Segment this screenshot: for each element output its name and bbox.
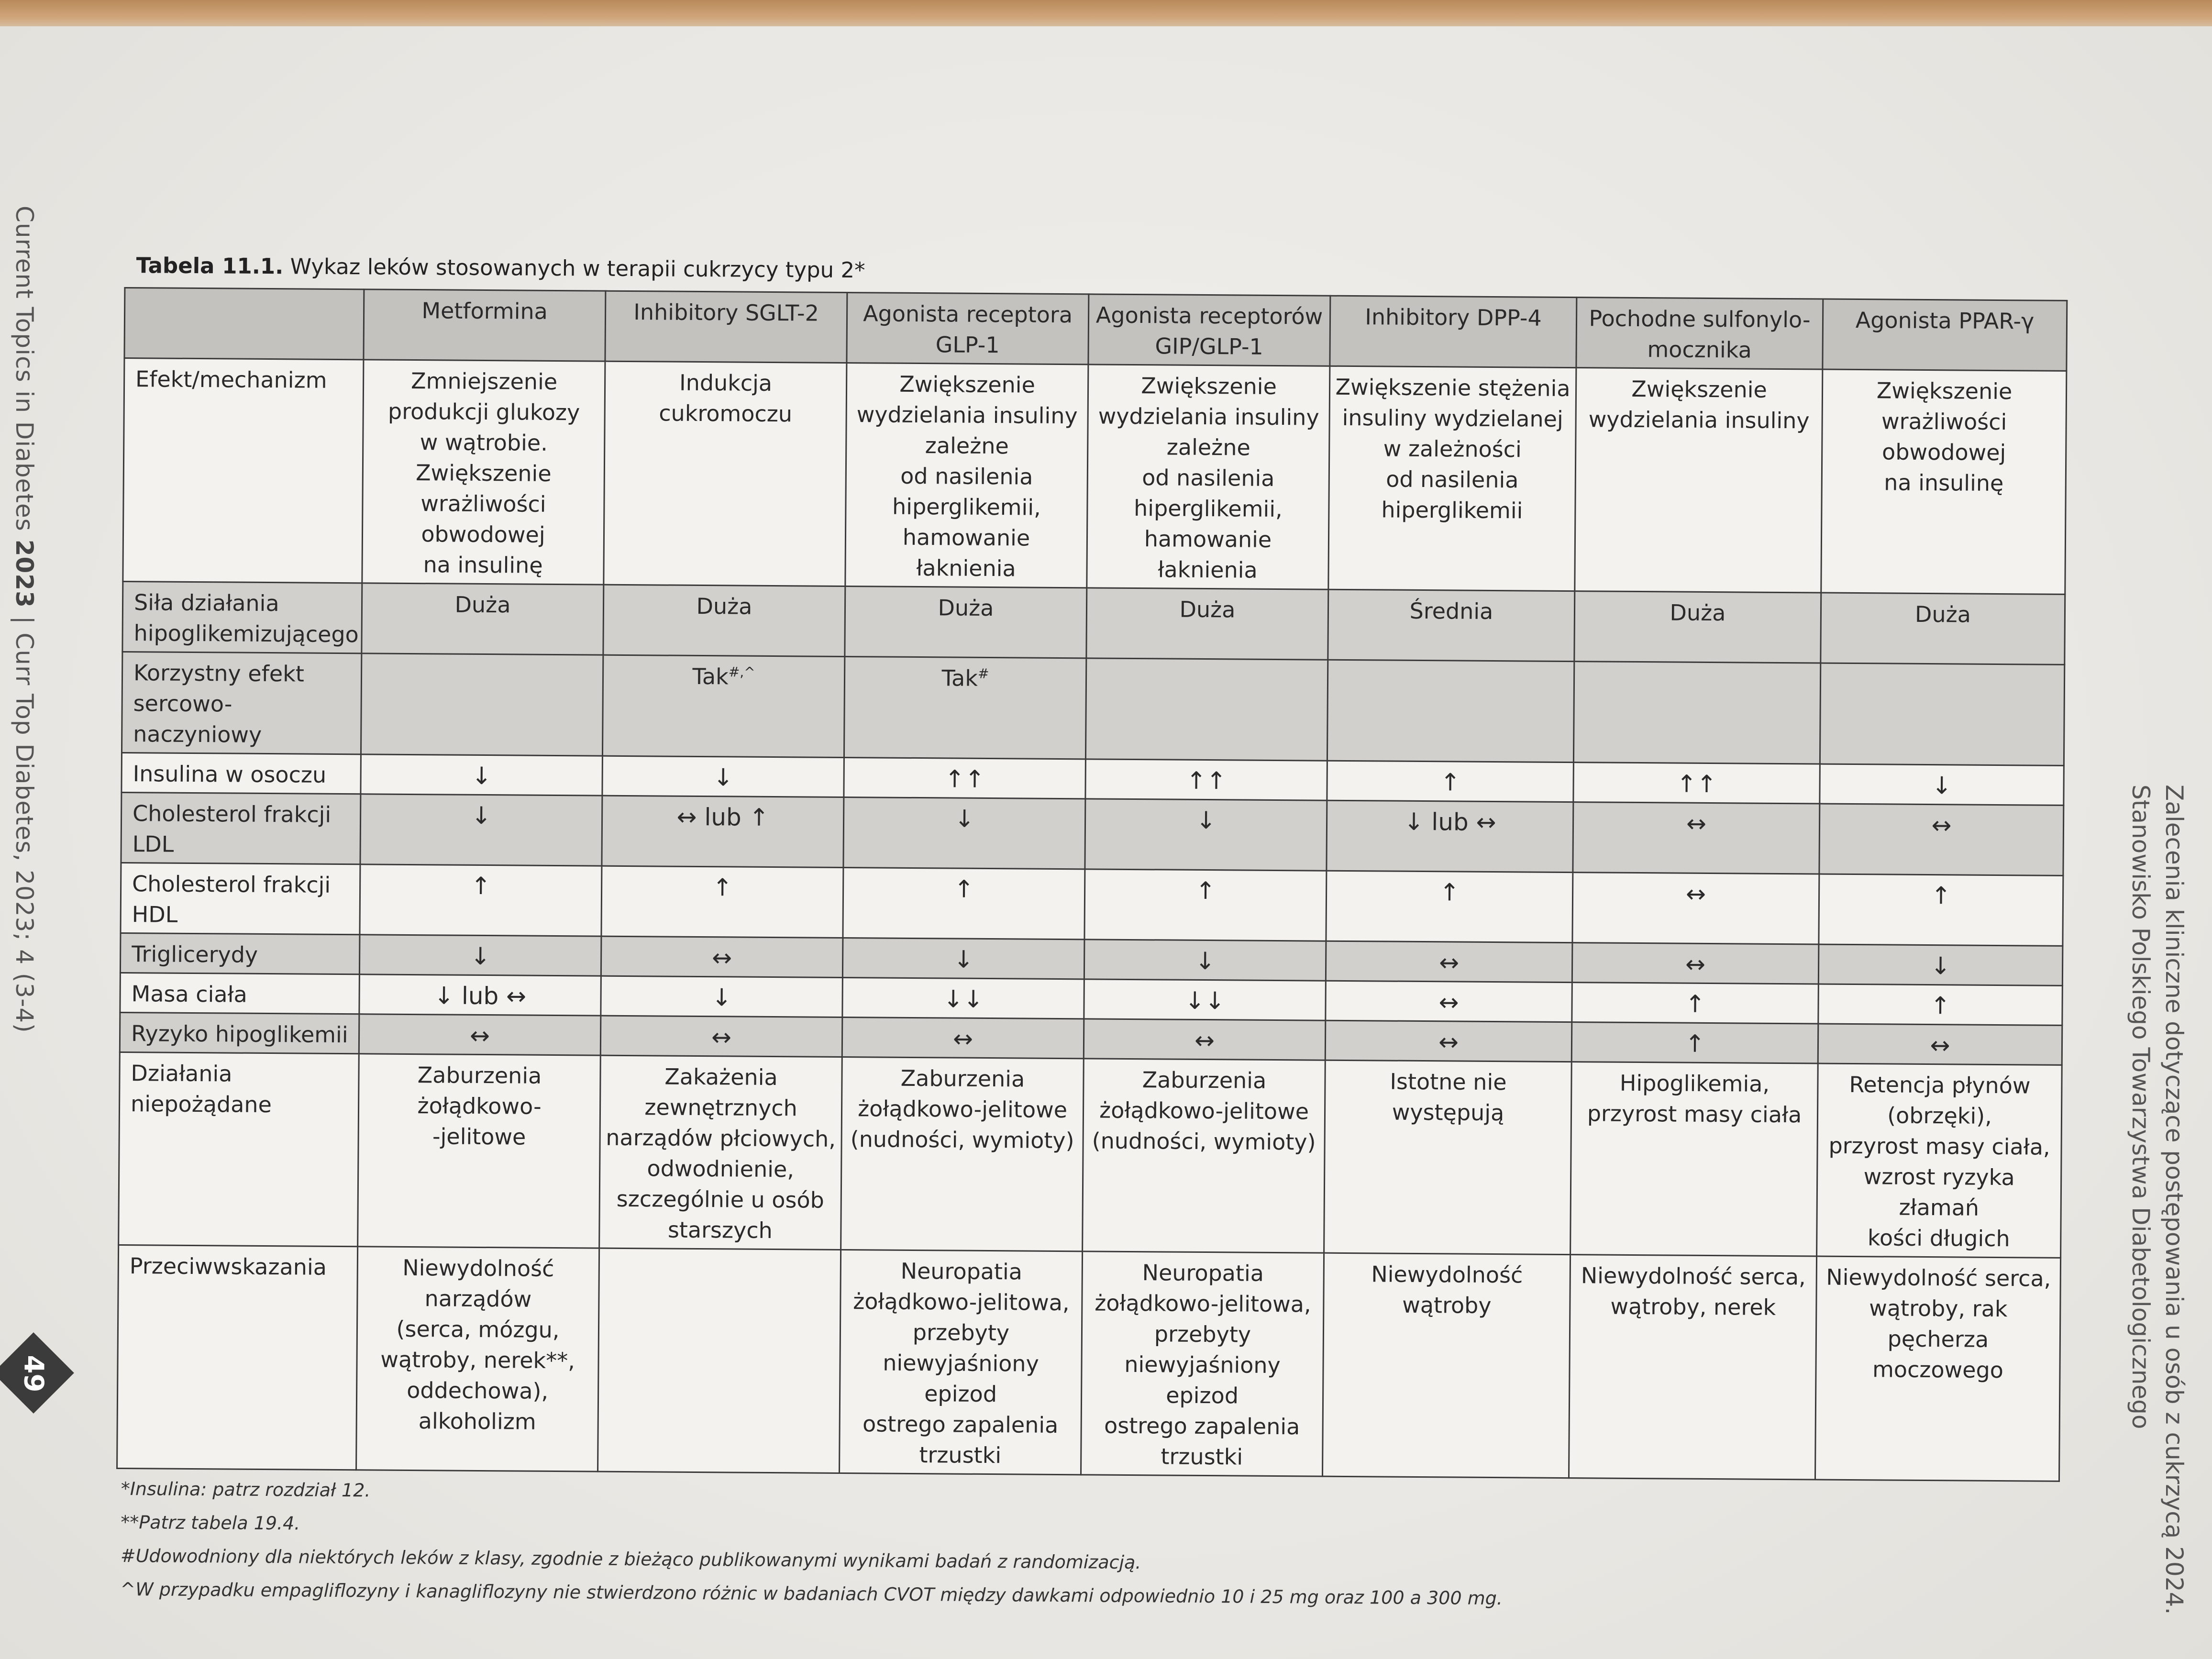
cell-text: ↔ bbox=[1438, 949, 1460, 977]
column-header: Agonista PPAR-γ bbox=[1823, 299, 2067, 371]
table-cell bbox=[1818, 984, 2063, 1025]
cell-text: ↓ bbox=[954, 805, 975, 833]
table-cell bbox=[1572, 943, 1819, 984]
table-cell bbox=[1326, 981, 1572, 1022]
table-cell bbox=[1821, 369, 2067, 594]
table-cell bbox=[361, 754, 603, 796]
cell-text: ↑ bbox=[1685, 990, 1705, 1018]
cell-text: Zwiększenie wydzielania insuliny zależne od nasilenia hiperglikemii, hamowanie łaknienia bbox=[856, 371, 1078, 582]
table-cell bbox=[842, 977, 1084, 1018]
table-row bbox=[121, 863, 2063, 946]
table-cell bbox=[1571, 1022, 1818, 1063]
table-caption-label: Tabela 11.1. bbox=[136, 253, 284, 279]
table-cell bbox=[362, 583, 604, 655]
cell-text: Zwiększenie wydzielania insuliny zależne od nasilenia hiperglikemii, hamowanie łaknienia bbox=[1098, 373, 1319, 583]
footnote: *Insulina: patrz rozdział 12. bbox=[121, 1478, 371, 1501]
cell-text: ↓ bbox=[1930, 952, 1951, 980]
table-cell bbox=[601, 866, 843, 938]
page-number: 49 bbox=[18, 1355, 49, 1393]
cell-text: ↔ bbox=[1931, 811, 1952, 840]
wood-surface bbox=[0, 0, 2212, 29]
cell-text: ↓ bbox=[1194, 947, 1216, 975]
table-cell bbox=[360, 794, 602, 866]
cell-text: ↓ bbox=[953, 945, 974, 973]
table-cell bbox=[1573, 802, 1820, 874]
table-cell bbox=[1328, 366, 1576, 591]
table-cell bbox=[1083, 1059, 1326, 1253]
cell-text: ↑ bbox=[471, 872, 491, 900]
table-cell bbox=[361, 653, 603, 756]
row-label: Cholesterol frakcji HDL bbox=[121, 863, 360, 934]
cell-text: Niewydolność narządów (serca, mózgu, wątroby, nerek**, oddechowa), alkoholizm bbox=[380, 1254, 575, 1435]
table-cell bbox=[1573, 662, 1820, 764]
column-header: Inhibitory DPP-4 bbox=[1330, 296, 1577, 367]
table-row bbox=[117, 1245, 2061, 1481]
table-cell bbox=[1084, 940, 1326, 981]
cell-text: Duża bbox=[454, 591, 511, 618]
table-cell bbox=[1572, 983, 1819, 1024]
table-cell bbox=[843, 797, 1085, 869]
table-row bbox=[122, 581, 2065, 664]
table-cell bbox=[845, 363, 1088, 588]
cell-text: ↓ bbox=[471, 801, 492, 830]
table-cell bbox=[844, 758, 1086, 799]
table-cell bbox=[1819, 804, 2064, 875]
table-cell bbox=[1815, 1256, 2060, 1481]
cell-text: Neuropatia żołądkowo-jelitowa, przebyty niewyjaśniony epizod ostrego zapalenia trzustki bbox=[1095, 1260, 1311, 1470]
cell-text: Zakażenia zewnętrznych narządów płciowych, odwodnienie, szczególnie u osób starszych bbox=[606, 1063, 836, 1244]
cell-text: Tak bbox=[941, 665, 978, 691]
cell-text: Niewydolność wątroby bbox=[1371, 1261, 1523, 1318]
table-cell bbox=[1820, 663, 2064, 765]
cell-text: ↔ bbox=[952, 1025, 973, 1053]
cell-text: ↓ lub ↔ bbox=[1404, 807, 1496, 837]
cell-text: ↑ bbox=[1930, 992, 1951, 1020]
cell-text: ↑ bbox=[1440, 768, 1460, 796]
cell-text: ↓ lub ↔ bbox=[433, 982, 527, 1010]
footnote-marker: #,^ bbox=[728, 664, 755, 680]
cell-text: ↔ bbox=[711, 1023, 732, 1051]
cell-text: ↑ bbox=[953, 875, 974, 903]
cell-text: ↔ bbox=[1194, 1026, 1215, 1055]
cell-text: ↔ bbox=[1685, 880, 1706, 908]
row-label: Insulina w osoczu bbox=[122, 752, 361, 794]
column-header: Agonista receptorów GIP/GLP-1 bbox=[1088, 294, 1330, 366]
cell-text: Zaburzenia żołądkowo-jelitowe (nudności, wymioty) bbox=[850, 1065, 1074, 1154]
running-header-right-line2: Stanowisko Polskiego Towarzystwa Diabetologicznego bbox=[2127, 785, 2155, 1429]
table-cell bbox=[844, 657, 1086, 759]
cell-text: ↑↑ bbox=[944, 765, 985, 793]
table-cell bbox=[359, 935, 601, 976]
cell-text: Neuropatia żołądkowo-jelitowa, przebyty niewyjaśniony epizod ostrego zapalenia trzustki bbox=[853, 1258, 1070, 1469]
table-cell bbox=[602, 655, 844, 757]
row-label: Ryzyko hipoglikemii bbox=[120, 1012, 359, 1053]
row-label: Cholesterol frakcji LDL bbox=[121, 792, 361, 864]
table-cell bbox=[601, 976, 843, 1017]
table-block bbox=[115, 246, 2067, 1619]
table-cell bbox=[601, 936, 843, 977]
cell-text: ↔ bbox=[469, 1021, 490, 1050]
cell-text: ↔ bbox=[1438, 1028, 1459, 1056]
cell-text: Retencja płynów (obrzęki), przyrost masy ciała, wzrost ryzyka złamań kości długich bbox=[1828, 1071, 2050, 1252]
table-cell bbox=[1572, 873, 1819, 944]
cell-text: Zaburzenia żołądkowo- -jelitowe bbox=[417, 1062, 542, 1150]
cell-text: Duża bbox=[1914, 601, 1971, 628]
table-body bbox=[117, 358, 2067, 1482]
footnote: ^W przypadku empagliflozyny i kanagliflozyny nie stwierdzono różnic w badaniach CVOT między dawkami odpowiednio 10 i 25 mg oraz 100 a 300 mg. bbox=[120, 1579, 1503, 1609]
cell-text: ↔ bbox=[1686, 809, 1707, 838]
running-header-right bbox=[2124, 785, 2191, 1615]
cell-text: Duża bbox=[696, 593, 752, 619]
cell-text: Zmniejszenie produkcji glukozy w wątrobie. Zwiększenie wrażliwości obwodowej na insulinę bbox=[387, 367, 580, 578]
table-cell bbox=[1327, 761, 1574, 802]
drug-comparison-table bbox=[116, 287, 2068, 1482]
cell-text: ↑ bbox=[1439, 878, 1460, 907]
table-cell bbox=[1085, 658, 1327, 761]
row-label: Korzystny efekt sercowo-naczyniowy bbox=[122, 652, 361, 754]
cell-text: ↔ bbox=[1930, 1031, 1950, 1060]
cell-text: ↑ bbox=[1684, 1029, 1705, 1058]
table-cell bbox=[1818, 1024, 2062, 1065]
running-header-left: Current Topics in Diabetes 2023 | Curr Top Diabetes, 2023; 4 (3-4) bbox=[11, 206, 38, 1033]
table-cell bbox=[358, 1054, 601, 1248]
cell-text: Niewydolność serca, wątroby, nerek bbox=[1581, 1262, 1806, 1320]
cell-text: ↓ bbox=[471, 762, 492, 790]
row-label: Przeciwwskazania bbox=[117, 1245, 358, 1470]
table-caption-text: Wykaz leków stosowanych w terapii cukrzycy typu 2* bbox=[283, 254, 865, 283]
table-row bbox=[123, 358, 2067, 595]
column-header: Pochodne sulfonylo- mocznika bbox=[1576, 298, 1823, 369]
table-cell bbox=[603, 585, 845, 656]
cell-text: Duża bbox=[1179, 596, 1236, 623]
table-cell bbox=[1087, 365, 1330, 589]
cell-text: Zwiększenie wrażliwości obwodowej na insulinę bbox=[1876, 377, 2013, 497]
table-cell bbox=[842, 938, 1084, 979]
cell-text: ↑ bbox=[1931, 882, 1951, 910]
cell-text: Indukcja cukromoczu bbox=[659, 369, 793, 427]
table-cell bbox=[1326, 941, 1572, 982]
cell-text: Zaburzenia żołądkowo-jelitowe (nudności, wymioty) bbox=[1092, 1067, 1316, 1155]
cell-text: ↑↑ bbox=[1186, 766, 1227, 795]
table-cell bbox=[1573, 763, 1820, 804]
table-cell bbox=[359, 974, 601, 1016]
table-cell bbox=[1817, 1063, 2062, 1258]
cell-text: ↓ bbox=[1931, 772, 1952, 800]
row-label: Masa ciała bbox=[120, 973, 360, 1014]
table-cell bbox=[604, 361, 847, 586]
table-cell bbox=[1086, 588, 1328, 660]
table-cell bbox=[1085, 799, 1327, 871]
cell-text: ↓ bbox=[470, 942, 491, 971]
table-cell bbox=[1325, 1020, 1572, 1062]
cell-text: ↓↓ bbox=[943, 985, 984, 1013]
table-cell bbox=[842, 1017, 1084, 1058]
table-cell bbox=[1574, 591, 1821, 663]
table-cell bbox=[1328, 589, 1575, 661]
cell-text: ↓↓ bbox=[1184, 986, 1225, 1015]
cell-text: ↔ lub ↑ bbox=[676, 803, 769, 831]
cell-text: ↑↑ bbox=[1676, 770, 1717, 798]
table-cell bbox=[840, 1250, 1083, 1474]
table-cell bbox=[599, 1055, 842, 1250]
table-cell bbox=[602, 796, 844, 867]
cell-text: Zwiększenie wydzielania insuliny bbox=[1588, 376, 1810, 434]
footnote: **Patrz tabela 19.4. bbox=[121, 1512, 300, 1534]
table-cell bbox=[1085, 759, 1327, 800]
row-label: Triglicerydy bbox=[120, 933, 360, 974]
cell-text: ↔ bbox=[712, 944, 732, 972]
cell-text: Istotne nie występują bbox=[1390, 1068, 1507, 1126]
cell-text: Duża bbox=[938, 595, 994, 621]
table-cell bbox=[600, 1016, 842, 1057]
table-cell bbox=[1819, 874, 2063, 946]
table-cell bbox=[1084, 979, 1326, 1020]
cell-text: Niewydolność serca, wątroby, rak pęcherza moczowego bbox=[1826, 1264, 2051, 1383]
table-cell bbox=[362, 360, 605, 585]
table-cell bbox=[1820, 764, 2064, 805]
column-header: Agonista receptora GLP-1 bbox=[847, 293, 1089, 365]
table-cell bbox=[1569, 1255, 1816, 1480]
table-cell bbox=[1323, 1253, 1571, 1478]
header-corner bbox=[124, 288, 364, 360]
table-cell bbox=[602, 756, 844, 797]
table-cell bbox=[359, 1014, 601, 1055]
table-cell bbox=[598, 1248, 841, 1473]
running-header-right-line1: Zalecenia kliniczne dotyczące postępowania u osób z cukrzycą 2024. bbox=[2160, 785, 2188, 1615]
row-label: Działania niepożądane bbox=[119, 1052, 359, 1246]
table-cell bbox=[845, 586, 1087, 658]
table-header-row bbox=[124, 288, 2067, 371]
table-row bbox=[122, 652, 2064, 765]
row-label: Efekt/mechanizm bbox=[123, 358, 364, 583]
cell-text: ↓ bbox=[713, 763, 733, 792]
table-cell bbox=[1571, 1062, 1818, 1256]
table-cell bbox=[841, 1057, 1084, 1251]
column-header: Metformina bbox=[364, 289, 606, 361]
table-cell bbox=[1821, 593, 2065, 664]
cell-text: ↑ bbox=[1195, 876, 1216, 905]
cell-text: Średnia bbox=[1409, 597, 1493, 624]
cell-text: ↓ bbox=[711, 984, 732, 1012]
cell-text: ↑ bbox=[712, 874, 733, 902]
cell-text: Hipoglikemia, przyrost masy ciała bbox=[1587, 1070, 1802, 1128]
table-cell bbox=[843, 867, 1085, 939]
table-cell bbox=[356, 1247, 599, 1471]
footnote-marker: # bbox=[977, 665, 989, 682]
table-row bbox=[121, 792, 2064, 875]
cell-text: ↓ bbox=[1195, 806, 1217, 835]
table-cell bbox=[1818, 944, 2063, 985]
table-cell bbox=[1326, 871, 1573, 942]
table-cell bbox=[1081, 1251, 1324, 1476]
table-cell bbox=[1084, 1019, 1326, 1060]
cell-text: Tak bbox=[692, 663, 729, 690]
cell-text: ↔ bbox=[1438, 988, 1459, 1017]
cell-text: Zwiększenie stężenia insuliny wydzielanej w zależności od nasilenia hiperglikemii bbox=[1335, 374, 1571, 524]
table-cell bbox=[1327, 800, 1573, 872]
column-header: Inhibitory SGLT-2 bbox=[605, 291, 847, 363]
footnotes bbox=[120, 1472, 2058, 1619]
cell-text: Duża bbox=[1670, 599, 1726, 626]
table-cell bbox=[1327, 660, 1574, 762]
row-label: Siła działania hipoglikemizującego bbox=[122, 581, 362, 653]
cell-text: ↔ bbox=[1685, 950, 1706, 978]
table-cell bbox=[1084, 869, 1327, 941]
table-cell bbox=[1324, 1060, 1572, 1254]
footnote: #Udowodniony dla niektórych leków z klasy, zgodnie z bieżąco publikowanymi wynikami badań z randomizacją. bbox=[120, 1545, 1141, 1573]
table-row bbox=[119, 1052, 2062, 1258]
table-cell bbox=[360, 864, 602, 936]
table-cell bbox=[1575, 368, 1823, 593]
